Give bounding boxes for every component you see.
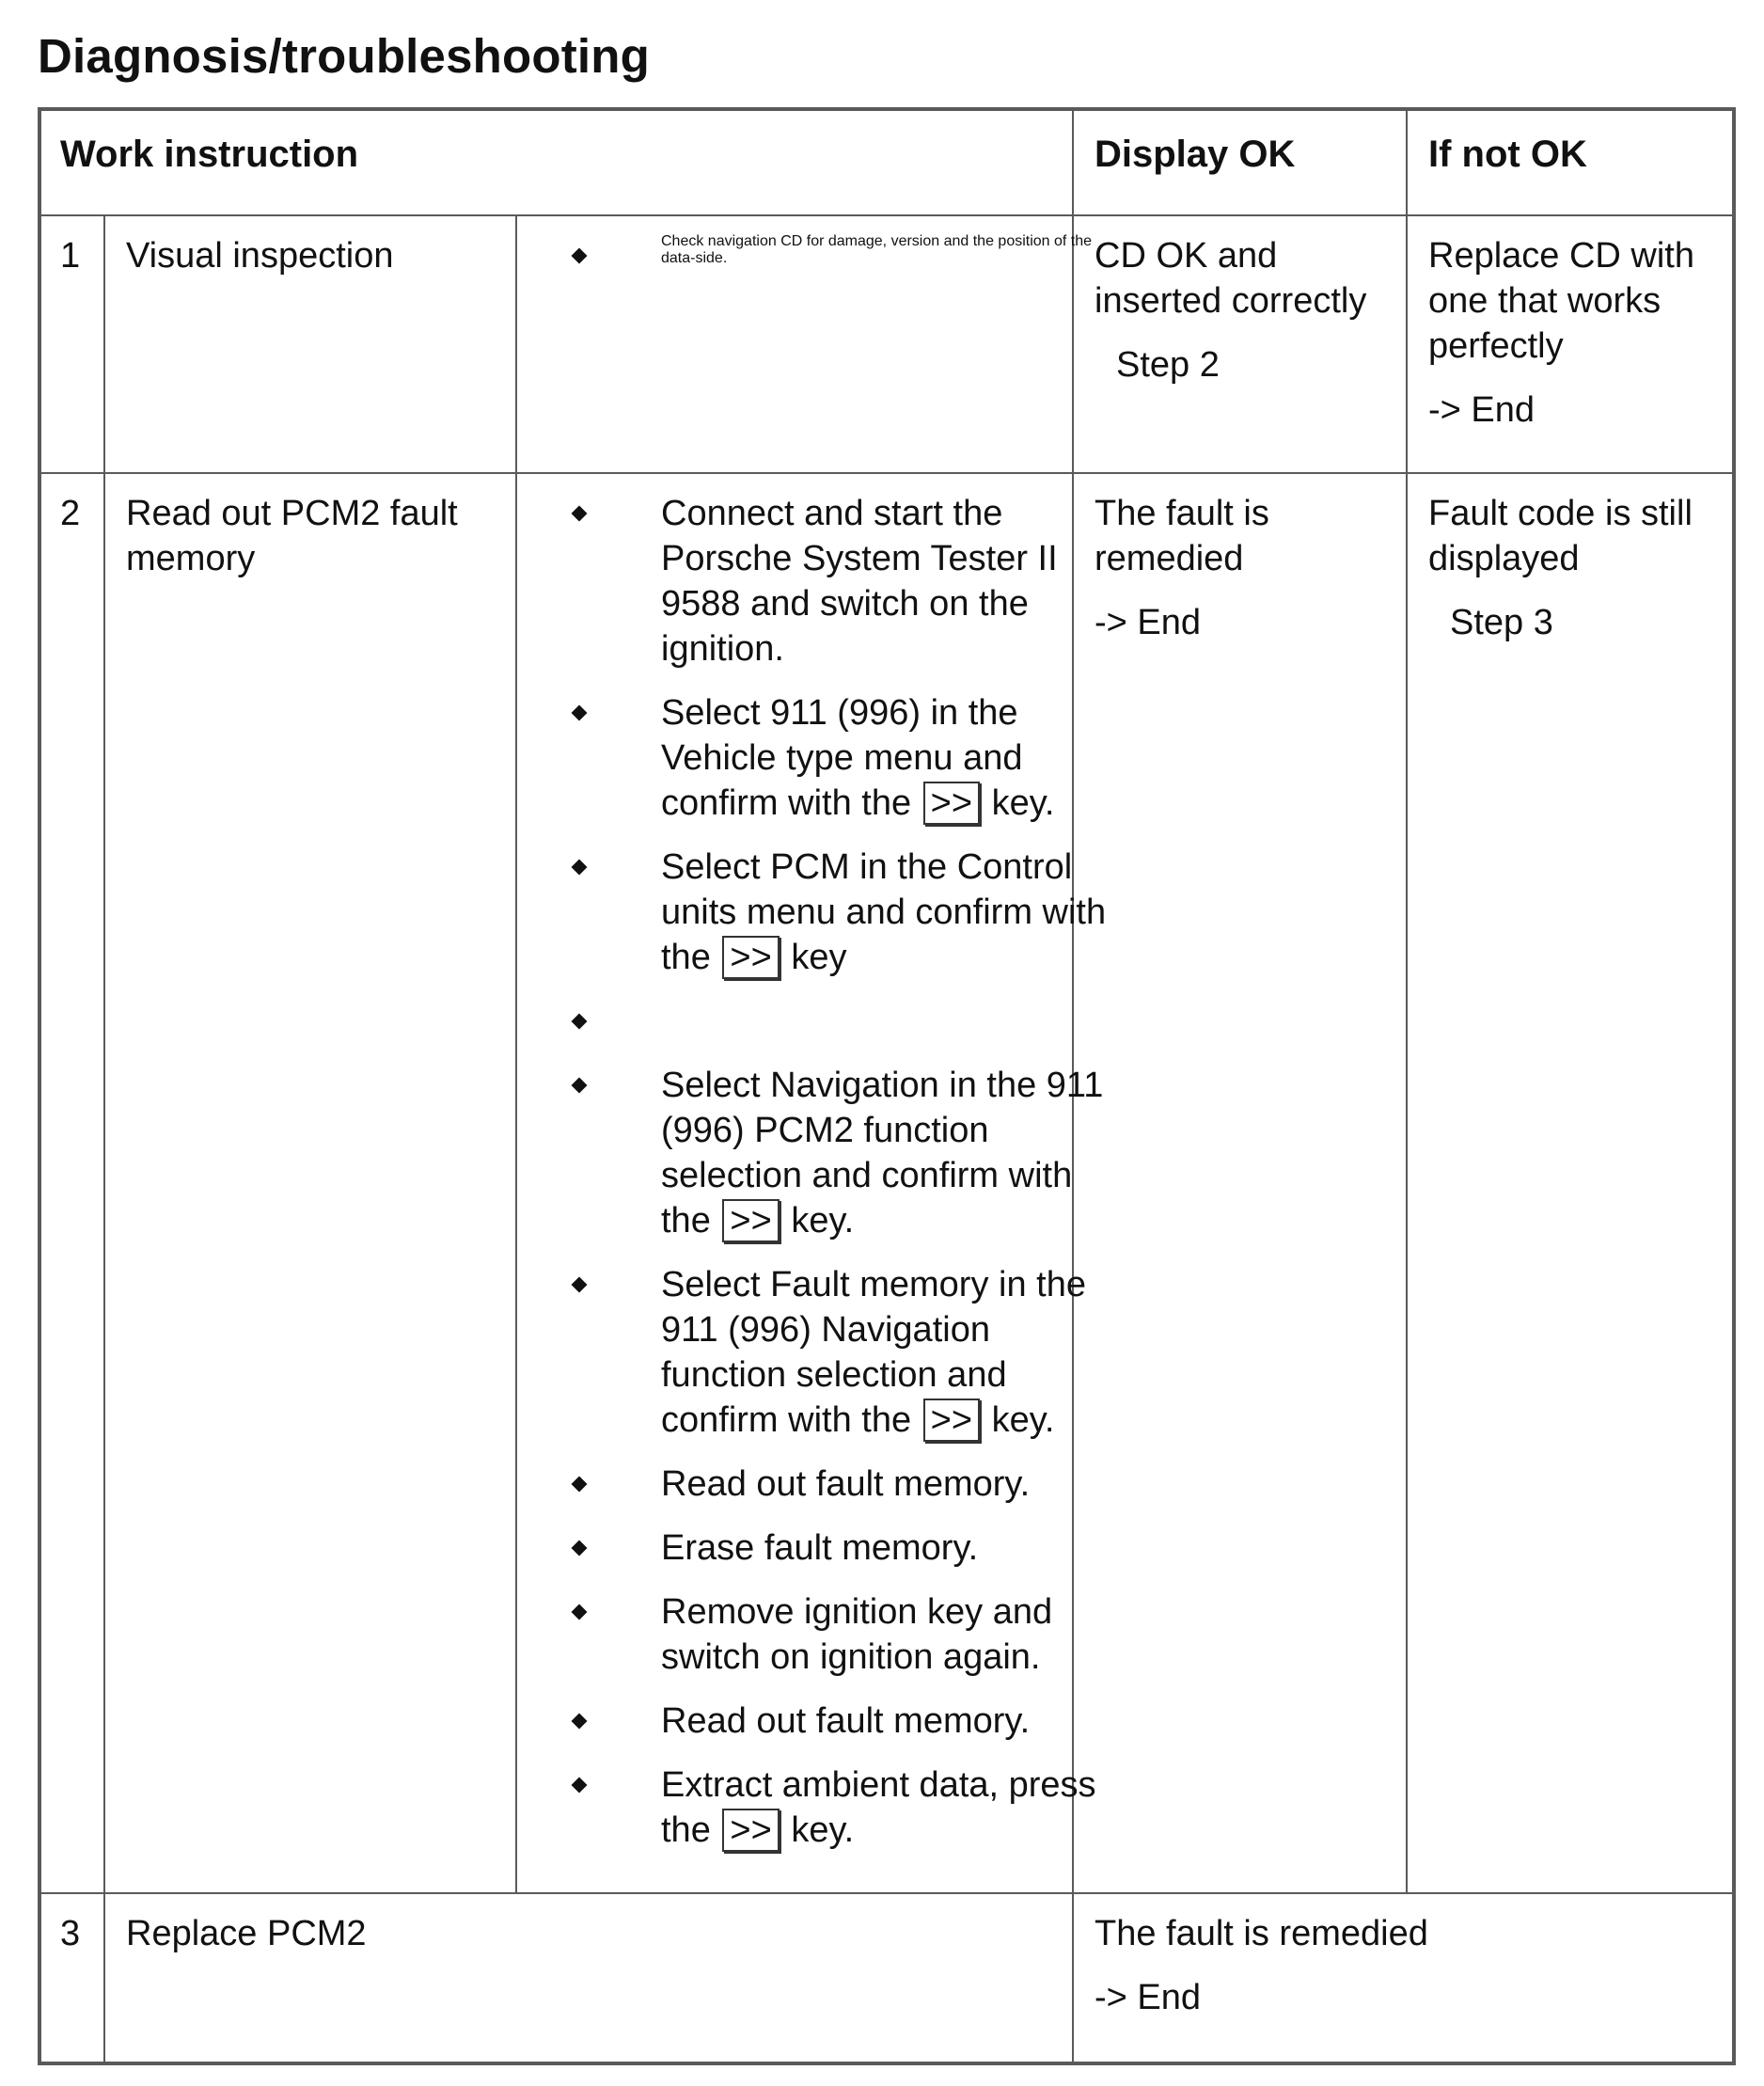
instruction-item: Erase fault memory. [574, 1525, 1110, 1571]
instruction-item: Read out fault memory. [574, 1462, 1110, 1507]
header-work-instruction: Work instruction [60, 134, 359, 175]
diamond-bullet-icon [572, 1277, 588, 1293]
page-title: Diagnosis/troubleshooting [38, 29, 650, 83]
next-step: -> End [1095, 1978, 1202, 2017]
instruction-item: Select 911 (996) in the Vehicle type menu and confirm with the >> key. [574, 690, 1110, 826]
col-num-divider [103, 215, 105, 2065]
not-ok-result [1428, 491, 1729, 645]
result-text: The fault is remedied [1095, 1914, 1428, 1953]
step-action: Read out PCM2 fault memory [126, 494, 458, 578]
header-if-not-ok: If not OK [1428, 134, 1587, 175]
instruction-item: Extract ambient data, press the >> key. [574, 1762, 1110, 1853]
instruction-item: Select PCM in the Control units menu and confirm with the >> key [574, 845, 1110, 980]
header-display-ok: Display OK [1095, 134, 1296, 175]
diamond-bullet-icon [572, 1778, 588, 1794]
result-text: Fault code is still displayed [1428, 494, 1693, 578]
result-text: CD OK and inserted correctly [1095, 236, 1367, 321]
forward-key: >> [722, 1199, 779, 1242]
result-text: Replace CD with one that works perfectly [1428, 236, 1694, 366]
instruction-item: Check navigation CD for damage, version and the position of the data-side. [574, 233, 1110, 278]
step-number: 2 [60, 494, 81, 533]
forward-key: >> [722, 936, 779, 979]
instruction-item-empty [574, 999, 1110, 1044]
step-number: 3 [60, 1914, 81, 1953]
forward-key: >> [923, 782, 980, 825]
step-instructions [574, 491, 1110, 1872]
header-divider [41, 214, 1732, 216]
step-action: Replace PCM2 [126, 1914, 367, 1953]
instruction-item: Select Fault memory in the 911 (996) Navigation function selection and confirm with the >> key. [574, 1262, 1110, 1443]
diamond-bullet-icon [572, 248, 588, 264]
display-ok-result [1095, 233, 1395, 387]
next-step: Step 2 [1116, 345, 1220, 385]
next-step: Step 3 [1450, 603, 1553, 642]
row1-divider [41, 472, 1732, 474]
next-step: -> End [1428, 390, 1536, 430]
col-action-divider [515, 215, 517, 1893]
instruction-item: Connect and start the Porsche System Tester II 9588 and switch on the ignition. [574, 491, 1110, 672]
step-action: Visual inspection [126, 236, 394, 276]
result-text: The fault is remedied [1095, 494, 1269, 578]
display-ok-result [1095, 491, 1395, 645]
diamond-bullet-icon [572, 705, 588, 721]
step-number: 1 [60, 236, 81, 276]
diamond-bullet-icon [572, 1078, 588, 1094]
instruction-item: Remove ignition key and switch on ignition again. [574, 1589, 1110, 1680]
diamond-bullet-icon [572, 1604, 588, 1620]
display-ok-result [1095, 1911, 1715, 2020]
diamond-bullet-icon [572, 506, 588, 522]
not-ok-result [1428, 233, 1729, 433]
diamond-bullet-icon [572, 1541, 588, 1557]
forward-key: >> [722, 1809, 779, 1852]
instruction-item: Read out fault memory. [574, 1699, 1110, 1744]
next-step: -> End [1095, 603, 1202, 642]
diamond-bullet-icon [572, 1477, 588, 1493]
forward-key: >> [923, 1399, 980, 1442]
diagnosis-table [38, 107, 1736, 2065]
step-instructions [574, 233, 1110, 297]
diamond-bullet-icon [572, 860, 588, 876]
instruction-item: Select Navigation in the 911 (996) PCM2 function selection and confirm with the >> key. [574, 1063, 1110, 1243]
diamond-bullet-icon [572, 1714, 588, 1730]
diamond-bullet-icon [572, 1014, 588, 1030]
col-notok-divider [1406, 111, 1408, 1893]
row2-divider [41, 1892, 1732, 1894]
